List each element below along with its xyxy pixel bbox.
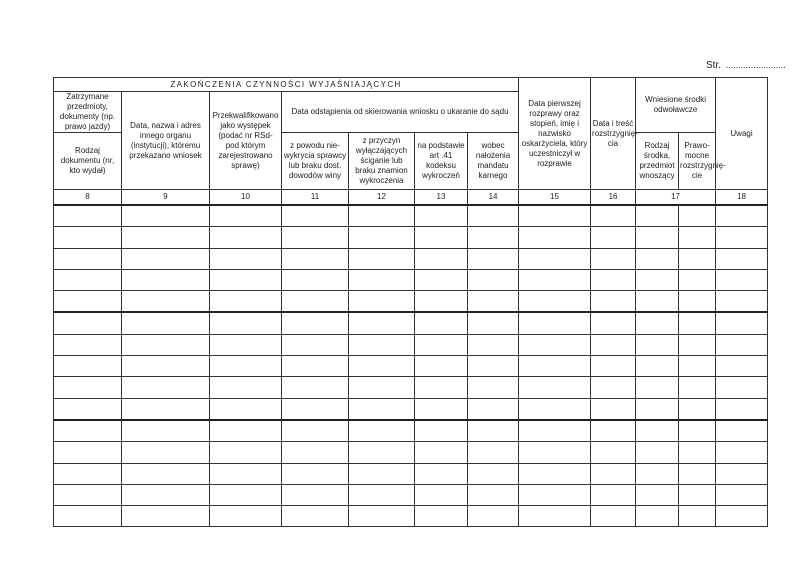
entry-cell[interactable] (54, 248, 122, 269)
table-row (54, 398, 768, 420)
column-number: 12 (349, 190, 415, 206)
entry-cell[interactable] (349, 463, 415, 484)
entry-cell[interactable] (122, 269, 210, 290)
entry-cell[interactable] (716, 356, 768, 377)
col11-header: z powodu nie- wykrycia sprawcy lub braku dost. dowodów winy (282, 133, 349, 190)
page-number (706, 60, 786, 71)
entry-cell[interactable] (519, 506, 591, 527)
entry-cell[interactable] (54, 506, 122, 527)
col17-group-header: Wniesione środki odwoławcze (636, 78, 716, 133)
entry-cell[interactable] (122, 205, 210, 227)
entry-cell[interactable] (468, 420, 519, 442)
column-number: 11 (282, 190, 349, 206)
entry-cell[interactable] (468, 291, 519, 313)
entry-cell[interactable] (519, 356, 591, 377)
entry-cell[interactable] (282, 506, 349, 527)
entry-cell[interactable] (468, 334, 519, 355)
entry-cell[interactable] (415, 398, 468, 420)
entry-cell[interactable] (54, 227, 122, 248)
entry-cell[interactable] (519, 420, 591, 442)
entry-cell[interactable] (122, 227, 210, 248)
entry-cell[interactable] (468, 442, 519, 463)
entry-cell[interactable] (519, 248, 591, 269)
entry-cell[interactable] (122, 334, 210, 355)
entry-cell[interactable] (636, 420, 679, 442)
entry-cell[interactable] (415, 312, 468, 334)
entry-cell[interactable] (349, 248, 415, 269)
entry-cell[interactable] (54, 205, 122, 227)
entry-cell[interactable] (282, 377, 349, 398)
entry-cell[interactable] (679, 356, 716, 377)
page-number-field[interactable]: ........................ (725, 60, 786, 70)
entry-cell[interactable] (54, 356, 122, 377)
entry-cell[interactable] (415, 377, 468, 398)
entry-cell[interactable] (519, 463, 591, 484)
entry-cell[interactable] (210, 269, 282, 290)
entry-cell[interactable] (636, 484, 679, 505)
entry-cell[interactable] (210, 398, 282, 420)
entry-cell[interactable] (716, 442, 768, 463)
entry-cell[interactable] (210, 506, 282, 527)
entry-cell[interactable] (716, 334, 768, 355)
column-number: 17 (636, 190, 716, 206)
entry-cell[interactable] (591, 442, 636, 463)
entry-cell[interactable] (349, 269, 415, 290)
entry-cell[interactable] (210, 484, 282, 505)
entry-cell[interactable] (210, 356, 282, 377)
entry-cell[interactable] (716, 420, 768, 442)
entry-cell[interactable] (679, 227, 716, 248)
col18-header: Uwagi (716, 78, 768, 190)
entry-cell[interactable] (679, 269, 716, 290)
entry-cell[interactable] (679, 291, 716, 313)
entry-cell[interactable] (415, 291, 468, 313)
entry-cell[interactable] (679, 377, 716, 398)
entry-cell[interactable] (468, 506, 519, 527)
entry-cell[interactable] (591, 377, 636, 398)
col13-header: na podstawie art .41 kodeksu wykroczeń (415, 133, 468, 190)
entry-cell[interactable] (210, 463, 282, 484)
entry-cell[interactable] (415, 248, 468, 269)
entry-cell[interactable] (636, 442, 679, 463)
table-row (54, 312, 768, 334)
entry-cell[interactable] (349, 506, 415, 527)
entry-cell[interactable] (54, 484, 122, 505)
entry-cell[interactable] (349, 356, 415, 377)
entry-cell[interactable] (415, 420, 468, 442)
col17b-header: Prawo- mocne rozstrzygnię- cie (679, 133, 716, 190)
entry-cell[interactable] (468, 398, 519, 420)
entry-cell[interactable] (122, 398, 210, 420)
entry-cell[interactable] (282, 248, 349, 269)
entry-cell[interactable] (282, 420, 349, 442)
entry-cell[interactable] (349, 484, 415, 505)
entry-cell[interactable] (636, 312, 679, 334)
entry-cell[interactable] (519, 269, 591, 290)
table-row (54, 484, 768, 505)
table-row (54, 248, 768, 269)
entry-cell[interactable] (679, 442, 716, 463)
entry-cell[interactable] (716, 506, 768, 527)
entry-cell[interactable] (122, 356, 210, 377)
entry-cell[interactable] (122, 312, 210, 334)
table-row (54, 356, 768, 377)
entry-cell[interactable] (122, 463, 210, 484)
entry-cell[interactable] (210, 334, 282, 355)
table-row (54, 227, 768, 248)
entry-cell[interactable] (636, 291, 679, 313)
form-title: ZAKOŃCZENIA CZYNNOŚCI WYJAŚNIAJĄCYCH (54, 78, 519, 92)
entry-cell[interactable] (210, 312, 282, 334)
entry-cell[interactable] (679, 506, 716, 527)
entry-cell[interactable] (636, 506, 679, 527)
entry-cell[interactable] (122, 248, 210, 269)
column-number: 13 (415, 190, 468, 206)
col17a-header: Rodzaj środka, przedmiot wnoszący (636, 133, 679, 190)
entry-cell[interactable] (468, 377, 519, 398)
entry-cell[interactable] (122, 420, 210, 442)
entry-cell[interactable] (591, 205, 636, 227)
entry-cell[interactable] (519, 312, 591, 334)
entry-cell[interactable] (282, 291, 349, 313)
entry-cell[interactable] (591, 227, 636, 248)
entry-cell[interactable] (679, 248, 716, 269)
entry-cell[interactable] (282, 463, 349, 484)
register-form-table (53, 77, 768, 527)
entry-cell[interactable] (122, 377, 210, 398)
entry-cell[interactable] (679, 312, 716, 334)
entry-cell[interactable] (415, 205, 468, 227)
column-number: 10 (210, 190, 282, 206)
column-number: 8 (54, 190, 122, 206)
entry-cell[interactable] (122, 506, 210, 527)
entry-cell[interactable] (282, 205, 349, 227)
entry-cell[interactable] (54, 420, 122, 442)
entry-cell[interactable] (716, 269, 768, 290)
entry-cell[interactable] (636, 356, 679, 377)
entry-cell[interactable] (415, 334, 468, 355)
entry-cell[interactable] (716, 398, 768, 420)
entry-cell[interactable] (210, 442, 282, 463)
entry-cell[interactable] (282, 334, 349, 355)
entry-cell[interactable] (349, 398, 415, 420)
entry-cell[interactable] (519, 398, 591, 420)
entry-cell[interactable] (636, 334, 679, 355)
entry-cell[interactable] (716, 463, 768, 484)
entry-cell[interactable] (636, 269, 679, 290)
column-number: 9 (122, 190, 210, 206)
col12-header: z przyczyn wyłączających ściganie lub braku znamion wykroczenia (349, 133, 415, 190)
entry-cell[interactable] (468, 205, 519, 227)
entry-cell[interactable] (54, 291, 122, 313)
entry-cell[interactable] (210, 420, 282, 442)
col15-header: Data pierwszej rozprawy oraz stopień, imię i nazwisko oskarżyciela, który uczestniczył w rozprawie (519, 78, 591, 190)
entry-cell[interactable] (468, 356, 519, 377)
column-number: 18 (716, 190, 768, 206)
entry-cell[interactable] (349, 205, 415, 227)
column-number: 15 (519, 190, 591, 206)
table-row (54, 420, 768, 442)
entry-cell[interactable] (349, 227, 415, 248)
entry-cell[interactable] (349, 420, 415, 442)
entry-cell[interactable] (519, 484, 591, 505)
entry-cell[interactable] (679, 205, 716, 227)
entry-cell[interactable] (468, 484, 519, 505)
entry-cell[interactable] (519, 442, 591, 463)
entry-cell[interactable] (468, 463, 519, 484)
table-row (54, 463, 768, 484)
entry-cell[interactable] (349, 312, 415, 334)
entry-cell[interactable] (716, 312, 768, 334)
entry-cell[interactable] (415, 227, 468, 248)
entry-cell[interactable] (282, 312, 349, 334)
entry-cell[interactable] (591, 484, 636, 505)
col10-header: Przekwalifikowano jako występek (podać nr RSd- pod którym zarejestrowano sprawę) (210, 92, 282, 190)
entry-cell[interactable] (591, 356, 636, 377)
entry-cell[interactable] (54, 312, 122, 334)
entry-cell[interactable] (591, 269, 636, 290)
table-row (54, 205, 768, 227)
entry-cell[interactable] (591, 463, 636, 484)
entry-cell[interactable] (591, 398, 636, 420)
table-row (54, 377, 768, 398)
entry-cell[interactable] (54, 377, 122, 398)
entry-cell[interactable] (54, 269, 122, 290)
table-row (54, 442, 768, 463)
entry-cell[interactable] (468, 227, 519, 248)
entry-cell[interactable] (415, 463, 468, 484)
col14-header: wobec nałożenia mandatu karnego (468, 133, 519, 190)
entry-cell[interactable] (716, 291, 768, 313)
entry-cell[interactable] (349, 377, 415, 398)
table-row (54, 334, 768, 355)
entry-cell[interactable] (210, 291, 282, 313)
entry-cell[interactable] (716, 484, 768, 505)
entry-cell[interactable] (468, 312, 519, 334)
entry-cell[interactable] (679, 398, 716, 420)
page-number-label: Str. (706, 60, 722, 71)
entry-cell[interactable] (468, 248, 519, 269)
entry-cell[interactable] (54, 463, 122, 484)
entry-cell[interactable] (591, 506, 636, 527)
entry-cell[interactable] (679, 334, 716, 355)
entry-cell[interactable] (122, 291, 210, 313)
entry-cell[interactable] (716, 205, 768, 227)
entry-cell[interactable] (679, 484, 716, 505)
entry-cell[interactable] (591, 248, 636, 269)
entry-cell[interactable] (636, 205, 679, 227)
entry-cell[interactable] (519, 291, 591, 313)
entry-cell[interactable] (716, 227, 768, 248)
entry-cell[interactable] (282, 442, 349, 463)
entry-cell[interactable] (210, 227, 282, 248)
entry-cell[interactable] (636, 377, 679, 398)
group-11-14-header: Data odstąpienia od skierowania wniosku o ukaranie do sądu (282, 92, 519, 133)
entry-cell[interactable] (591, 420, 636, 442)
entry-cell[interactable] (591, 291, 636, 313)
entry-cell[interactable] (122, 484, 210, 505)
entry-cell[interactable] (210, 248, 282, 269)
entry-cell[interactable] (54, 398, 122, 420)
entry-cell[interactable] (679, 463, 716, 484)
entry-cell[interactable] (468, 269, 519, 290)
entry-cell[interactable] (679, 420, 716, 442)
entry-cell[interactable] (282, 356, 349, 377)
entry-cell[interactable] (349, 334, 415, 355)
col16-header: Data i treść rozstrzygnię- cia (591, 78, 636, 190)
col9-header: Data, nazwa i adres innego organu (instytucji), któremu przekazano wniosek (122, 92, 210, 190)
table-row (54, 506, 768, 527)
entry-cell[interactable] (591, 312, 636, 334)
entry-cell[interactable] (349, 442, 415, 463)
table-row (54, 291, 768, 313)
entry-cell[interactable] (519, 334, 591, 355)
entry-cell[interactable] (636, 248, 679, 269)
entry-cell[interactable] (210, 205, 282, 227)
entry-cell[interactable] (282, 484, 349, 505)
entry-cell[interactable] (282, 398, 349, 420)
entry-cell[interactable] (636, 463, 679, 484)
entry-cell[interactable] (282, 227, 349, 248)
entry-cell[interactable] (716, 377, 768, 398)
column-number: 16 (591, 190, 636, 206)
entry-cell[interactable] (591, 334, 636, 355)
entry-cell[interactable] (415, 442, 468, 463)
entry-cell[interactable] (716, 248, 768, 269)
entry-cell[interactable] (519, 205, 591, 227)
table-row (54, 269, 768, 290)
column-number: 14 (468, 190, 519, 206)
entry-cell[interactable] (636, 398, 679, 420)
entry-cell[interactable] (415, 269, 468, 290)
entry-cell[interactable] (122, 442, 210, 463)
entry-cell[interactable] (282, 269, 349, 290)
entry-rows (54, 205, 768, 527)
col8-bottom-header: Rodzaj dokumentu (nr, kto wydał) (54, 133, 122, 190)
entry-cell[interactable] (415, 506, 468, 527)
entry-cell[interactable] (415, 356, 468, 377)
entry-cell[interactable] (519, 227, 591, 248)
col8-top-header: Zatrzymane przedmioty, dokumenty (np. prawo jazdy) (54, 92, 122, 133)
entry-cell[interactable] (54, 442, 122, 463)
entry-cell[interactable] (519, 377, 591, 398)
entry-cell[interactable] (349, 291, 415, 313)
entry-cell[interactable] (210, 377, 282, 398)
entry-cell[interactable] (415, 484, 468, 505)
entry-cell[interactable] (636, 227, 679, 248)
entry-cell[interactable] (54, 334, 122, 355)
